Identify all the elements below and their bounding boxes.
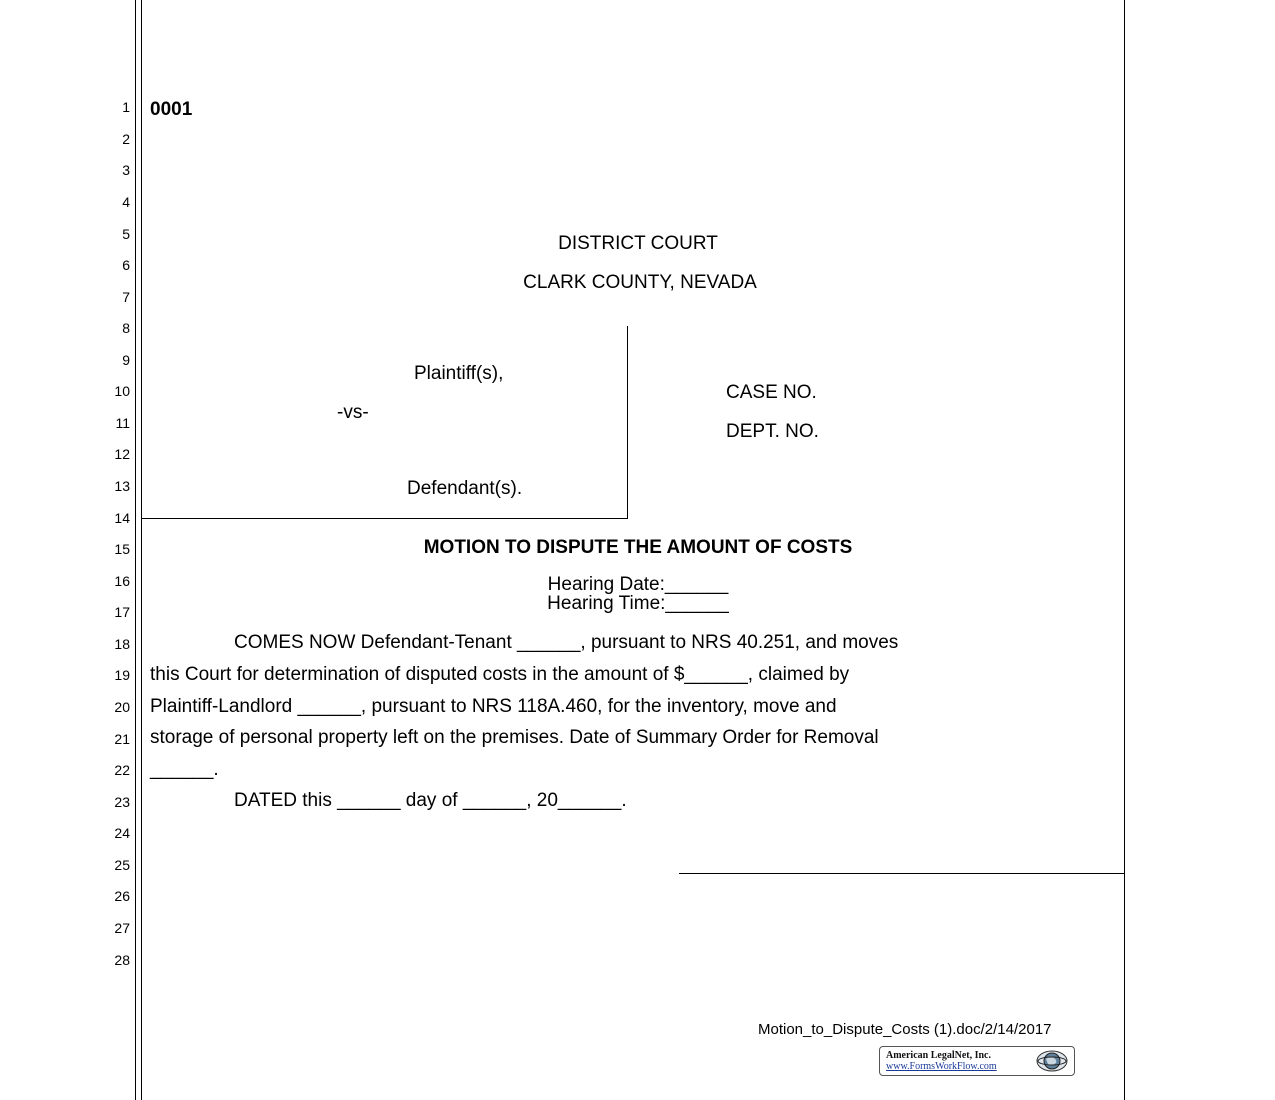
line-number: 7	[122, 289, 130, 305]
line-number: 26	[114, 888, 130, 904]
body-line: storage of personal property left on the premises. Date of Summary Order for Removal	[150, 727, 879, 748]
body-line: COMES NOW Defendant-Tenant ______, pursuant to NRS 40.251, and moves	[234, 632, 899, 653]
court-county: CLARK COUNTY, NEVADA	[523, 272, 757, 293]
line-number: 12	[114, 446, 130, 462]
line-number: 24	[114, 825, 130, 841]
line-number: 2	[122, 131, 130, 147]
line-number: 5	[122, 226, 130, 242]
line-number: 17	[114, 604, 130, 620]
line-number: 18	[114, 636, 130, 652]
line-number: 25	[114, 857, 130, 873]
caption-divider-vertical	[627, 326, 628, 518]
line-number: 20	[114, 699, 130, 715]
line-number: 28	[114, 952, 130, 968]
line-number: 19	[114, 667, 130, 683]
line-number: 22	[114, 762, 130, 778]
dated-line: DATED this ______ day of ______, 20______.	[234, 790, 627, 811]
line-number: 8	[122, 320, 130, 336]
line-number: 10	[114, 383, 130, 399]
body-line: ______.	[150, 759, 219, 780]
line-number: 21	[114, 731, 130, 747]
hearing-time: Hearing Time:______	[547, 593, 729, 614]
line-number: 14	[114, 510, 130, 526]
court-name: DISTRICT COURT	[558, 233, 718, 254]
line-number: 23	[114, 794, 130, 810]
american-legalnet-logo[interactable]	[879, 1046, 1075, 1076]
department-number-label: DEPT. NO.	[726, 421, 819, 442]
line-number: 9	[122, 352, 130, 368]
signature-line	[679, 873, 1125, 874]
body-line: this Court for determination of disputed costs in the amount of $______, claimed by	[150, 664, 850, 685]
line-number: 16	[114, 573, 130, 589]
caption-divider-horizontal	[141, 518, 628, 519]
body-line: Plaintiff-Landlord ______, pursuant to NRS 118A.460, for the inventory, move and	[150, 696, 837, 717]
line-number: 6	[122, 257, 130, 273]
line-number: 27	[114, 920, 130, 936]
line-number: 11	[115, 415, 130, 431]
case-number-label: CASE NO.	[726, 382, 817, 403]
document-title: MOTION TO DISPUTE THE AMOUNT OF COSTS	[423, 537, 853, 558]
line-number: 4	[122, 194, 130, 210]
margin-rule-right	[1124, 0, 1125, 1100]
logo-company-name: American LegalNet, Inc.	[886, 1050, 991, 1061]
document-code: 0001	[150, 99, 193, 120]
defendant-label: Defendant(s).	[407, 478, 523, 499]
line-number: 13	[114, 478, 130, 494]
logo-url-link[interactable]: www.FormsWorkFlow.com	[886, 1061, 997, 1072]
footer-filename: Motion_to_Dispute_Costs (1).doc/2/14/2017	[758, 1021, 1052, 1038]
hearing-date: Hearing Date:______	[547, 574, 729, 595]
globe-icon	[1034, 1049, 1070, 1073]
line-number: 1	[122, 99, 130, 115]
line-number: 15	[114, 541, 130, 557]
plaintiff-label: Plaintiff(s),	[414, 363, 504, 384]
margin-rule-outer	[135, 0, 136, 1100]
versus-label: -vs-	[337, 402, 369, 423]
line-number: 3	[122, 162, 130, 178]
margin-rule-inner	[141, 0, 142, 1100]
